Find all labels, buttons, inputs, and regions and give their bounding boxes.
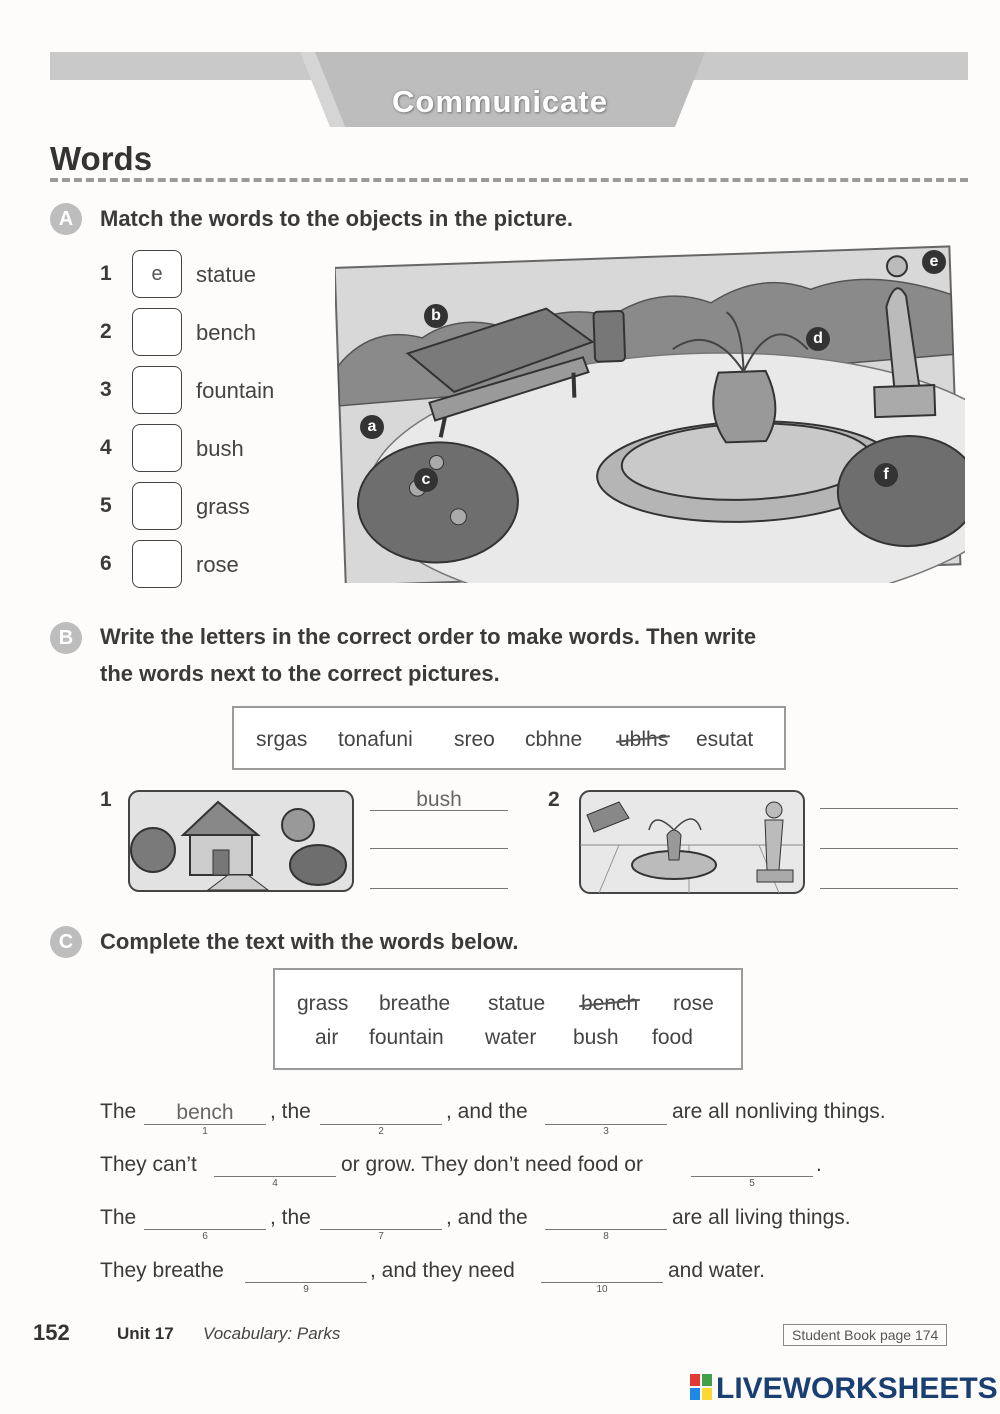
part-b-instruction-line2: the words next to the correct pictures. [100,661,500,686]
topic-label: Vocabulary: Parks [203,1324,341,1343]
fountain-statue-picture [579,790,805,894]
picture-1-answer-line[interactable] [370,810,508,811]
liveworksheets-brand: LIVEWORKSHEETS [716,1372,998,1405]
text-segment: , and the [446,1100,528,1123]
blank-number: 3 [603,1126,609,1137]
match-answer-box[interactable] [132,308,182,356]
blank-number: 2 [378,1126,384,1137]
bank-word: grass [297,992,349,1015]
bank-word: bush [573,1026,619,1049]
match-item [100,482,300,532]
part-c-badge: C [50,926,82,958]
bank-word: water [485,1026,537,1049]
picture-1-answer-line[interactable] [370,888,508,889]
picture-number: 1 [100,788,112,811]
match-item [100,308,300,358]
picture-label-a: a [360,415,384,439]
text-segment: . [816,1153,822,1176]
match-number: 6 [100,552,112,575]
picture-label-c: c [414,468,438,492]
match-word: statue [196,262,256,287]
park-illustration [335,245,965,583]
blank-number: 8 [603,1231,609,1242]
blank-line-1[interactable] [144,1124,266,1125]
match-answer-box[interactable] [132,366,182,414]
text-segment: are all living things. [672,1206,851,1229]
match-word: bush [196,436,244,461]
blank-number: 6 [202,1231,208,1242]
blank-line-4[interactable] [214,1176,336,1177]
match-number: 2 [100,320,112,343]
text-segment: The [100,1206,137,1229]
part-b-instruction-line1: Write the letters in the correct order to make words. Then write [100,624,757,649]
match-word: bench [196,320,256,345]
scrambled-word: srgas [256,728,308,751]
scrambled-word: esutat [696,728,754,751]
picture-1-answer-line[interactable] [370,848,508,849]
text-segment: , the [270,1100,311,1123]
blank-line-9[interactable] [245,1282,367,1283]
blank-line-6[interactable] [144,1229,266,1230]
text-segment: or grow. They don’t need food or [341,1153,643,1176]
blank-line-2[interactable] [320,1124,442,1125]
match-answer-box[interactable] [132,540,182,588]
match-answer-box[interactable]: e [132,250,182,298]
scrambled-word-bank [232,706,786,770]
blank-line-10[interactable] [541,1282,663,1283]
page-number: 152 [33,1320,70,1345]
text-segment: The [100,1100,137,1123]
match-item [100,366,300,416]
blank-number: 1 [202,1126,208,1137]
match-word: rose [196,552,239,577]
picture-2-answer-line[interactable] [820,888,958,889]
bank-word: air [315,1026,339,1049]
picture-label-b: b [424,304,448,328]
match-item [100,424,300,474]
blank-number: 10 [596,1284,608,1295]
match-word: fountain [196,378,275,403]
picture-number: 2 [548,788,560,811]
picture-2-answer-line[interactable] [820,848,958,849]
banner-title: Communicate [392,84,608,119]
scrambled-word-crossed-out: ublhs [618,728,669,751]
liveworksheets-logo-icon [690,1374,712,1400]
picture-label-d: d [806,327,830,351]
blank-number: 4 [272,1178,278,1189]
blank-line-3[interactable] [545,1124,667,1125]
word-bank [273,968,743,1070]
bank-word: breathe [379,992,451,1015]
part-a-badge: A [50,203,82,235]
bank-word: food [652,1026,693,1049]
match-answer-box[interactable] [132,482,182,530]
text-segment: are all nonliving things. [672,1100,886,1123]
match-answer-box[interactable] [132,424,182,472]
part-a-instruction: Match the words to the objects in the picture. [100,206,574,231]
scrambled-word: cbhne [525,728,583,751]
bank-word-crossed-out: bench [581,992,639,1015]
text-segment: , and they need [370,1259,515,1282]
match-item [100,250,300,300]
picture-label-f: f [874,463,898,487]
blank-number: 9 [303,1284,309,1295]
picture-1-answer-1-text: bush [416,788,462,811]
text-segment: They breathe [100,1259,224,1282]
house-garden-picture [128,790,354,892]
scrambled-word: tonafuni [338,728,413,751]
text-segment: They can’t [100,1153,197,1176]
match-word: grass [196,494,250,519]
match-number: 1 [100,262,112,285]
section-title: Words [50,140,153,177]
blank-line-7[interactable] [320,1229,442,1230]
match-number: 3 [100,378,112,401]
section-divider [50,178,968,182]
student-book-reference: Student Book page 174 [783,1324,947,1346]
blank-number: 7 [378,1231,384,1242]
blank-number: 5 [749,1178,755,1189]
text-segment: and water. [668,1259,765,1282]
match-number: 5 [100,494,112,517]
bank-word: fountain [369,1026,444,1049]
match-number: 4 [100,436,112,459]
part-b-badge: B [50,622,82,654]
picture-label-e: e [922,250,946,274]
match-item [100,540,300,590]
blank-1-text: bench [176,1101,234,1124]
unit-label: Unit 17 [117,1324,174,1343]
bank-word: rose [673,992,714,1015]
part-c-instruction: Complete the text with the words below. [100,929,519,954]
text-segment: , and the [446,1206,528,1229]
scrambled-word: sreo [454,728,495,751]
bank-word: statue [488,992,546,1015]
blank-line-8[interactable] [545,1229,667,1230]
text-segment: , the [270,1206,311,1229]
picture-2-answer-line[interactable] [820,808,958,809]
blank-line-5[interactable] [691,1176,813,1177]
